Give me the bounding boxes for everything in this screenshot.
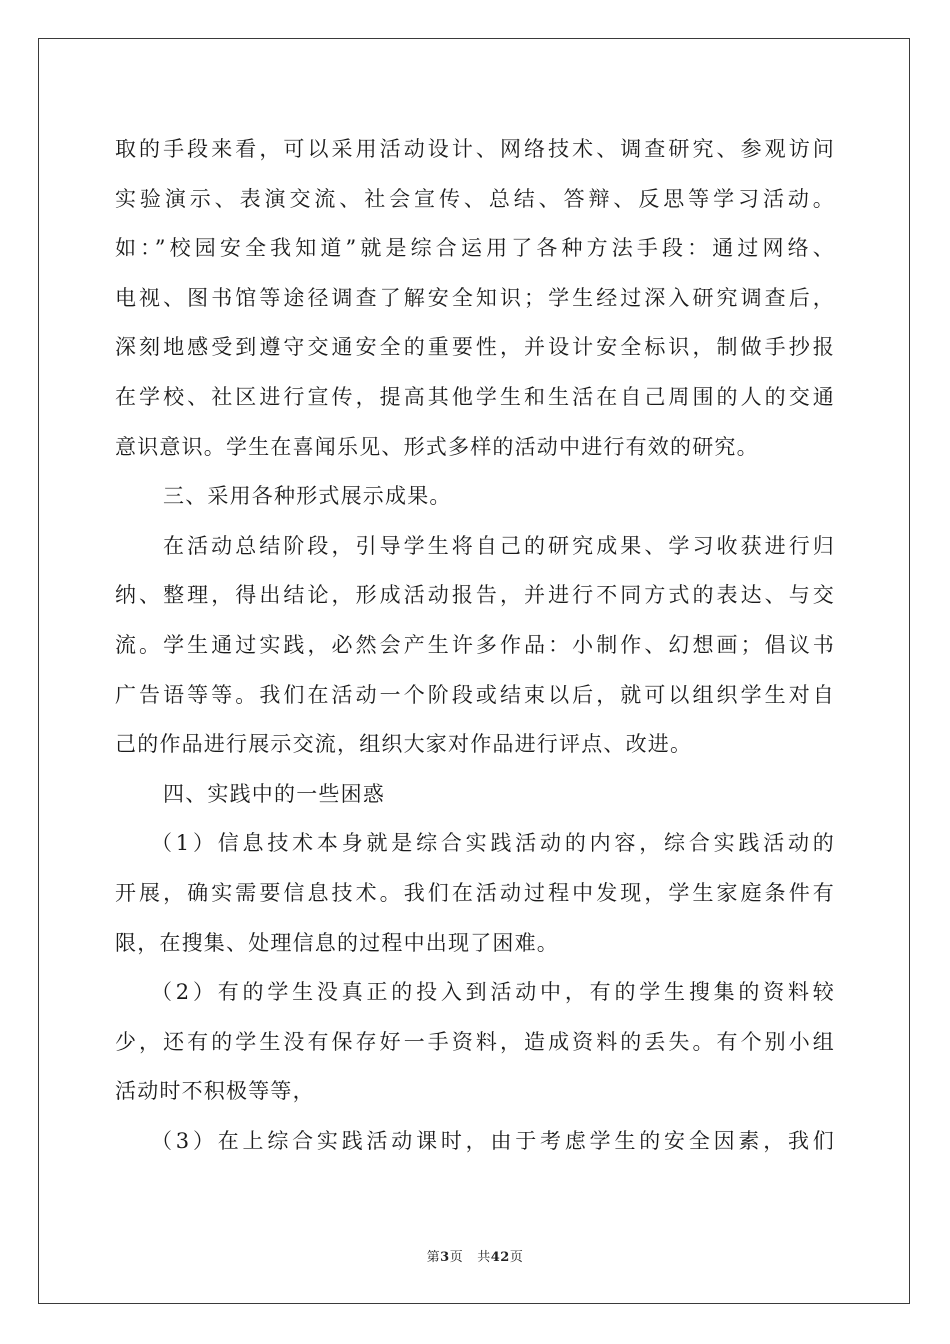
text-line: 在学校、社区进行宣传，提高其他学生和生活在自己周围的人的交通 — [115, 384, 835, 409]
page-number: 3 — [440, 1250, 450, 1265]
text-line: 己的作品进行展示交流，组织大家对作品进行评点、改进。 — [115, 732, 693, 757]
text-line: 意识意识。学生在喜闻乐见、形式多样的活动中进行有效的研究。 — [115, 434, 759, 459]
page-prefix: 第 — [426, 1250, 441, 1265]
text-line: 流。学生通过实践，必然会产生许多作品：小制作、幻想画；倡议书 — [115, 632, 835, 657]
text-line: （3）在上综合实践活动课时，由于考虑学生的安全因素，我们 — [151, 1128, 835, 1153]
total-pages: 42 — [490, 1250, 510, 1265]
text-line: 如：”校园安全我知道”就是综合运用了各种方法手段：通过网络、 — [115, 236, 835, 261]
text-line: 开展，确实需要信息技术。我们在活动过程中发现，学生家庭条件有 — [115, 880, 835, 905]
section-heading: 三、采用各种形式展示成果。 — [163, 484, 452, 509]
page-suffix: 页 — [449, 1250, 464, 1265]
text-line: 纳、整理，得出结论，形成活动报告，并进行不同方式的表达、与交 — [115, 583, 835, 608]
section-heading: 四、实践中的一些困惑 — [163, 781, 385, 806]
document-body — [115, 125, 835, 1166]
text-line: 取的手段来看，可以采用活动设计、网络技术、调查研究、参观访问 — [115, 137, 835, 161]
total-prefix: 共 — [477, 1250, 491, 1265]
total-suffix: 页 — [509, 1250, 524, 1265]
text-line: 少，还有的学生没有保存好一手资料，造成资料的丢失。有个别小组 — [115, 1029, 835, 1054]
text-line: （2）有的学生没真正的投入到活动中，有的学生搜集的资料较 — [151, 980, 835, 1005]
text-line: （1）信息技术本身就是综合实践活动的内容，综合实践活动的 — [151, 831, 835, 856]
text-line: 电视、图书馆等途径调查了解安全知识；学生经过深入研究调查后， — [115, 285, 835, 310]
page-footer — [0, 1246, 950, 1265]
text-line: 限，在搜集、处理信息的过程中出现了困难。 — [115, 930, 559, 955]
text-line: 活动时不积极等等， — [115, 1079, 315, 1104]
text-line: 广告语等等。我们在活动一个阶段或结束以后，就可以组织学生对自 — [115, 682, 835, 707]
text-line: 在活动总结阶段，引导学生将自己的研究成果、学习收获进行归 — [163, 533, 835, 558]
text-line: 深刻地感受到遵守交通安全的重要性，并设计安全标识，制做手抄报 — [115, 335, 835, 360]
text-line: 实验演示、表演交流、社会宣传、总结、答辩、反思等学习活动。 — [115, 186, 835, 211]
